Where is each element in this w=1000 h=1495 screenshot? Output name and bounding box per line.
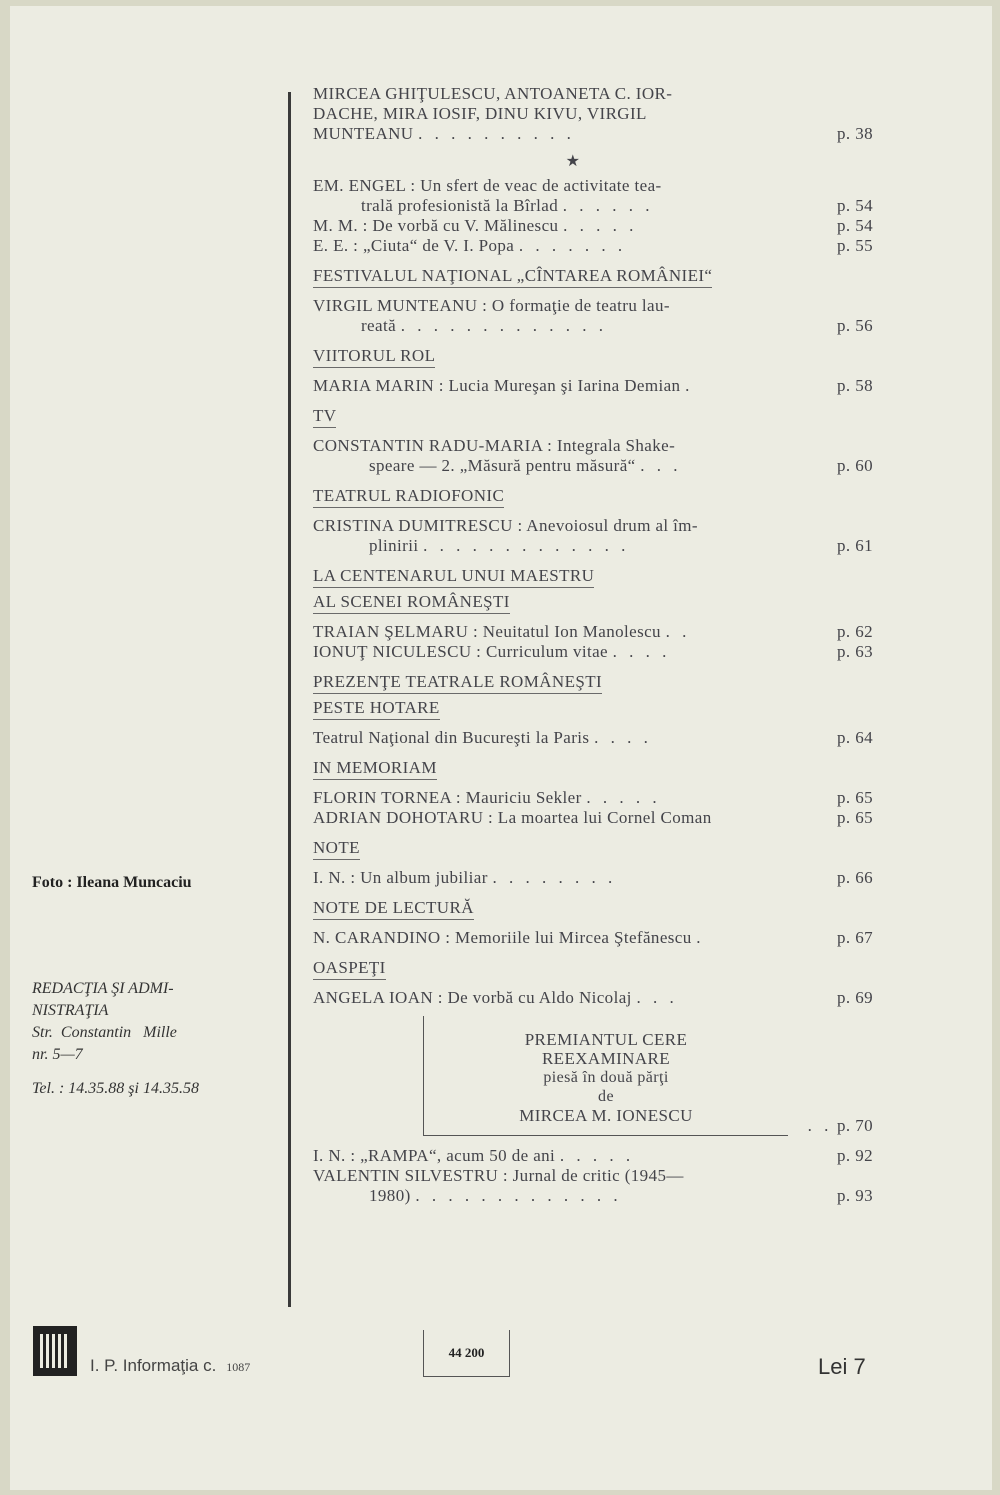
dot-leader: . . . . . . . . . . <box>418 124 575 143</box>
toc-entry <box>313 436 873 476</box>
page-number: p. 38 <box>837 124 873 143</box>
play-by: de <box>598 1088 614 1105</box>
print-code: 1087 <box>226 1360 251 1374</box>
entry-line: I. N. : Un album jubiliar <box>313 868 488 887</box>
toc-entry <box>313 84 873 144</box>
page-number: p. 63 <box>837 642 873 661</box>
page-number: p. 65 <box>837 808 873 827</box>
page-number: p. 67 <box>837 928 873 947</box>
toc-entry <box>313 296 873 336</box>
toc-entry <box>313 788 873 808</box>
dot-leader: . . . . . . . . . . . . . <box>415 1186 622 1205</box>
play-box <box>423 1016 788 1136</box>
street-address: Str. Constantin Mille <box>32 1024 177 1041</box>
toc-entry <box>313 988 873 1008</box>
dot-leader: . . . . . . . <box>518 236 627 255</box>
section-heading: AL SCENEI ROMÂNEŞTI <box>313 592 510 614</box>
entry-line: CRISTINA DUMITRESCU : Anevoiosul drum al îm- <box>313 516 698 535</box>
toc-entry <box>313 216 873 236</box>
table-of-contents <box>313 84 873 1206</box>
section-heading: OASPEŢI <box>313 958 386 980</box>
page-number: p. 62 <box>837 622 873 641</box>
dot-leader: . . . . . <box>559 1146 635 1165</box>
toc-entry <box>313 516 873 556</box>
dot-leader: . <box>685 376 694 395</box>
entry-line: FLORIN TORNEA : Mauriciu Sekler <box>313 788 582 807</box>
play-box-entry <box>313 1016 873 1136</box>
printer-imprint <box>90 1356 250 1376</box>
vertical-divider <box>288 92 291 1307</box>
entry-line: VIRGIL MUNTEANU : O formaţie de teatru lau- <box>313 296 670 315</box>
dot-leader: . . . . . <box>563 216 638 235</box>
dot-leader: . . . <box>636 988 678 1007</box>
entry-line: DACHE, MIRA IOSIF, DINU KIVU, VIRGIL <box>313 104 647 123</box>
entry-line: ADRIAN DOHOTARU : La moartea lui Cornel Coman <box>313 808 712 827</box>
section-heading: IN MEMORIAM <box>313 758 437 780</box>
dot-leader: . . . . . . . . . . . . . <box>400 316 607 335</box>
entry-line: plinirii <box>369 536 419 555</box>
dot-leader: . . . . . . . . <box>492 868 617 887</box>
toc-entry <box>313 1146 873 1166</box>
entry-line: Teatrul Naţional din Bucureşti la Paris <box>313 728 590 747</box>
section-heading: NOTE DE LECTURĂ <box>313 898 474 920</box>
page-number: p. 54 <box>837 196 873 215</box>
entry-line: MARIA MARIN : Lucia Mureşan şi Iarina Demian <box>313 376 681 395</box>
street-number: nr. 5—7 <box>32 1046 83 1063</box>
play-subtitle: piesă în două părţi <box>543 1069 669 1086</box>
page-number: p. 60 <box>837 456 873 475</box>
dot-leader: . . . . <box>594 728 652 747</box>
section-heading: PESTE HOTARE <box>313 698 440 720</box>
dot-leader: . <box>696 928 705 947</box>
page-number: p. 54 <box>837 216 873 235</box>
entry-line: reată <box>361 316 397 335</box>
toc-entry <box>313 622 873 642</box>
issue-code-box: 44 200 <box>423 1330 510 1377</box>
page-number: p. 64 <box>837 728 873 747</box>
entry-line: TRAIAN ŞELMARU : Neuitatul Ion Manolescu <box>313 622 661 641</box>
toc-entry <box>313 808 873 828</box>
entry-line: N. CARANDINO : Memoriile lui Mircea Ştefănescu <box>313 928 692 947</box>
section-heading: NOTE <box>313 838 360 860</box>
dot-leader: . . . . . . . . . . . . . <box>423 536 630 555</box>
printer-name: I. P. Informaţia c. <box>90 1356 217 1375</box>
toc-entry <box>313 376 873 396</box>
photo-credit: Foto : Ileana Muncaciu <box>32 874 192 891</box>
page-number: p. 55 <box>837 236 873 255</box>
section-heading: LA CENTENARUL UNUI MAESTRU <box>313 566 594 588</box>
entry-line: MIRCEA GHIŢULESCU, ANTOANETA C. IOR- <box>313 84 673 103</box>
entry-line: trală profesionistă la Bîrlad <box>361 196 559 215</box>
section-heading: TEATRUL RADIOFONIC <box>313 486 504 508</box>
dot-leader: . . <box>665 622 691 641</box>
dot-leader: . . . <box>640 456 682 475</box>
price-label: Lei 7 <box>818 1354 866 1379</box>
star-icon: ★ <box>565 153 581 170</box>
toc-entry <box>313 868 873 888</box>
editorial-heading: REDACŢIA ŞI ADMI- <box>32 980 174 997</box>
dot-leader: . . . . <box>612 642 671 661</box>
telephone: Tel. : 14.35.88 şi 14.35.58 <box>32 1080 199 1097</box>
entry-line: I. N. : „RAMPA“, acum 50 de ani <box>313 1146 556 1165</box>
dot-leader: . . . . . . <box>562 196 654 215</box>
entry-line: E. E. : „Ciuta“ de V. I. Popa <box>313 236 515 255</box>
page-number: p. 56 <box>837 316 873 335</box>
editorial-heading: NISTRAŢIA <box>32 1002 109 1019</box>
section-heading: PREZENŢE TEATRALE ROMÂNEŞTI <box>313 672 602 694</box>
toc-entry <box>313 928 873 948</box>
dot-leader: . . <box>807 1116 833 1135</box>
toc-entry <box>313 728 873 748</box>
dot-leader: . . . . . <box>586 788 661 807</box>
entry-line: M. M. : De vorbă cu V. Mălinescu <box>313 216 559 235</box>
entry-line: EM. ENGEL : Un sfert de veac de activitate tea- <box>313 176 662 195</box>
page-number: p. 58 <box>837 376 873 395</box>
entry-line: VALENTIN SILVESTRU : Jurnal de critic (1945— <box>313 1166 684 1185</box>
page-number: p. 92 <box>837 1146 873 1165</box>
toc-entry <box>313 176 873 216</box>
play-title: REEXAMINARE <box>541 1049 671 1068</box>
section-heading: FESTIVALUL NAŢIONAL „CÎNTAREA ROMÂNIEI“ <box>313 266 712 288</box>
section-heading: TV <box>313 406 336 428</box>
toc-entry <box>313 642 873 662</box>
page-number: p. 69 <box>837 988 873 1007</box>
toc-entry <box>313 1166 873 1206</box>
toc-entry <box>313 236 873 256</box>
section-heading: VIITORUL ROL <box>313 346 435 368</box>
page-number: p. 61 <box>837 536 873 555</box>
entry-line: 1980) <box>369 1186 411 1205</box>
printer-logo-icon <box>33 1326 77 1376</box>
play-author: MIRCEA M. IONESCU <box>519 1106 693 1125</box>
play-title: PREMIANTUL CERE <box>524 1030 688 1049</box>
entry-line: ANGELA IOAN : De vorbă cu Aldo Nicolaj <box>313 988 632 1007</box>
editorial-address <box>32 978 262 1100</box>
page-number: p. 65 <box>837 788 873 807</box>
page-number: p. 70 <box>837 1116 873 1135</box>
page-number: p. 66 <box>837 868 873 887</box>
entry-line: speare — 2. „Măsură pentru măsură“ <box>369 456 636 475</box>
page-number: p. 93 <box>837 1186 873 1205</box>
entry-line: IONUŢ NICULESCU : Curriculum vitae <box>313 642 609 661</box>
entry-line: CONSTANTIN RADU-MARIA : Integrala Shake- <box>313 436 676 455</box>
entry-line: MUNTEANU <box>313 124 414 143</box>
